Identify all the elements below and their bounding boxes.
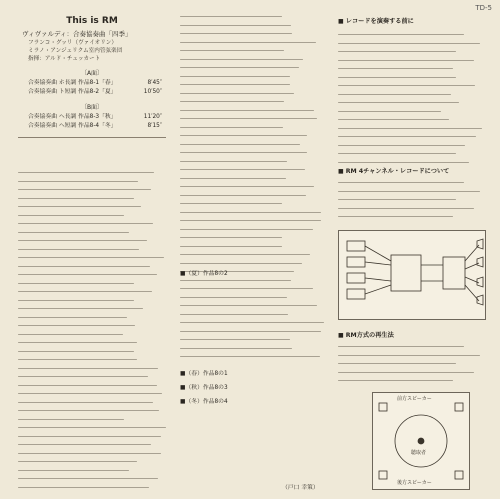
text-line xyxy=(338,43,480,44)
input-block-1 xyxy=(347,241,365,251)
divider xyxy=(18,137,166,138)
right-body-text-2 xyxy=(338,180,483,222)
text-line xyxy=(338,136,476,137)
text-line xyxy=(338,119,449,120)
text-line xyxy=(18,223,153,224)
text-line xyxy=(338,102,459,103)
text-line xyxy=(18,283,134,284)
text-line xyxy=(18,461,137,462)
text-line xyxy=(180,314,288,315)
text-line xyxy=(180,254,310,255)
program-box xyxy=(18,16,166,142)
track-row xyxy=(28,113,162,122)
text-line xyxy=(18,325,135,326)
text-line xyxy=(180,339,290,340)
channel-lines xyxy=(421,265,443,281)
text-line xyxy=(180,67,299,68)
text-line xyxy=(180,229,313,230)
text-line xyxy=(18,300,134,301)
track-row xyxy=(28,122,162,131)
text-line xyxy=(338,153,456,154)
text-line xyxy=(338,380,453,381)
input-block-4 xyxy=(347,289,365,299)
text-line xyxy=(180,101,284,102)
rear-right-speaker-icon xyxy=(455,471,463,479)
track-time: 10′50″ xyxy=(143,89,162,95)
text-line xyxy=(18,249,139,250)
text-line xyxy=(338,346,464,347)
text-line xyxy=(338,85,475,86)
text-line xyxy=(180,84,290,85)
text-line xyxy=(18,342,137,343)
text-line xyxy=(18,232,129,233)
text-line xyxy=(180,186,314,187)
text-line xyxy=(180,280,291,281)
text-line xyxy=(18,257,164,258)
text-line xyxy=(18,376,148,377)
input-block-3 xyxy=(347,273,365,283)
track-time: 11′20″ xyxy=(143,114,162,120)
track-row xyxy=(28,88,162,97)
text-line xyxy=(180,33,292,34)
front-speaker-label: 前方スピーカー xyxy=(397,396,432,402)
text-line xyxy=(338,128,482,129)
section-head-before-playing: ■ レコードを演奏する前に xyxy=(338,16,414,25)
text-line xyxy=(180,59,303,60)
text-line xyxy=(338,355,480,356)
track-time: 8′45″ xyxy=(147,80,162,86)
right-body-text-1 xyxy=(338,32,483,172)
section-spring: ■（春）作品8の1 xyxy=(180,371,228,377)
text-line xyxy=(18,291,152,292)
section-head-rm-4ch: ■ RM 4チャンネル・レコードについて xyxy=(338,166,449,175)
input-block-2 xyxy=(347,257,365,267)
text-line xyxy=(338,51,456,52)
front-left-speaker-icon xyxy=(379,403,387,411)
text-line xyxy=(18,444,151,445)
speaker-icon xyxy=(477,277,483,287)
track-time: 8′15″ xyxy=(147,123,162,129)
text-line xyxy=(18,317,127,318)
text-line xyxy=(338,363,456,364)
text-line xyxy=(18,368,158,369)
text-line xyxy=(180,25,291,26)
text-line xyxy=(180,127,283,128)
text-line xyxy=(18,385,157,386)
work-title: ヴィヴァルディ：合奏協奏曲「四季」 xyxy=(22,30,132,38)
performer-3: 指揮：アルド・チェッカート xyxy=(28,56,101,62)
text-line xyxy=(180,144,300,145)
section-autumn: ■（秋）作品8の3 xyxy=(180,385,228,391)
text-line xyxy=(18,487,149,488)
text-line xyxy=(18,266,150,267)
output-lines xyxy=(465,245,479,301)
front-right-speaker-icon xyxy=(455,403,463,411)
text-line xyxy=(18,189,151,190)
speaker-icon xyxy=(477,257,483,267)
text-line xyxy=(180,161,287,162)
track-row xyxy=(28,79,162,88)
left-body-text xyxy=(18,170,166,490)
text-line xyxy=(338,34,464,35)
text-line xyxy=(180,16,282,17)
performer-2: ミラノ・アンジェリクム室内管弦楽団 xyxy=(28,48,123,54)
text-line xyxy=(338,94,451,95)
text-line xyxy=(338,372,474,373)
text-line xyxy=(338,162,469,163)
side-b-label: 〔B面〕 xyxy=(80,104,104,111)
text-line xyxy=(338,111,441,112)
text-line xyxy=(18,359,137,360)
text-line xyxy=(180,220,321,221)
section-summer: ■（夏）作品8の2 xyxy=(180,271,228,277)
text-line xyxy=(18,410,159,411)
text-line xyxy=(18,206,141,207)
text-line xyxy=(180,237,282,238)
author-credit: （戸口 幸策） xyxy=(282,485,319,491)
text-line xyxy=(338,68,453,69)
track-title: 合奏協奏曲 ホ長調 作品8-1「春」 xyxy=(28,80,117,86)
text-line xyxy=(18,172,154,173)
text-line xyxy=(18,308,143,309)
text-line xyxy=(338,216,453,217)
text-line xyxy=(180,152,307,153)
speaker-placement-diagram xyxy=(372,392,470,490)
text-line xyxy=(18,453,161,454)
rear-speaker-label: 後方スピーカー xyxy=(397,480,432,486)
text-line xyxy=(338,191,480,192)
text-line xyxy=(180,356,320,357)
text-line xyxy=(18,240,147,241)
program-heading: This is RM xyxy=(66,16,118,26)
text-line xyxy=(180,118,317,119)
track-title: 合奏協奏曲 ヘ短調 作品8-4「冬」 xyxy=(28,123,117,129)
text-line xyxy=(180,178,286,179)
text-line xyxy=(338,60,474,61)
encoder-block xyxy=(391,255,421,291)
text-line xyxy=(18,478,158,479)
text-line xyxy=(180,110,314,111)
text-line xyxy=(338,208,474,209)
text-line xyxy=(180,203,282,204)
text-line xyxy=(180,50,284,51)
text-line xyxy=(18,351,134,352)
track-title: 合奏協奏曲 ト短調 作品8-2「夏」 xyxy=(28,89,117,95)
right-body-text-3 xyxy=(338,344,483,384)
performer-1: フランコ・グッリ（ヴァイオリン） xyxy=(28,40,117,46)
text-line xyxy=(180,42,316,43)
track-title: 合奏協奏曲 ヘ長調 作品8-3「秋」 xyxy=(28,114,117,120)
text-line xyxy=(18,274,157,275)
rear-left-speaker-icon xyxy=(379,471,387,479)
text-line xyxy=(18,470,129,471)
listener-label: 聴取者 xyxy=(411,450,427,456)
text-line xyxy=(18,334,123,335)
text-line xyxy=(180,331,321,332)
text-line xyxy=(180,76,290,77)
text-line xyxy=(18,419,124,420)
text-line xyxy=(18,181,138,182)
text-line xyxy=(180,305,317,306)
text-line xyxy=(18,198,134,199)
text-line xyxy=(180,322,324,323)
side-a-label: 〔A面〕 xyxy=(80,70,104,77)
text-line xyxy=(180,195,306,196)
text-line xyxy=(180,348,292,349)
text-line xyxy=(180,297,287,298)
rm-encoding-svg xyxy=(339,231,485,319)
text-line xyxy=(338,145,465,146)
decoder-block xyxy=(443,257,465,289)
text-line xyxy=(18,436,161,437)
section-head-rm-playback: ■ RM方式の再生法 xyxy=(338,330,394,339)
text-line xyxy=(180,263,302,264)
speaker-icon xyxy=(477,239,483,249)
text-line xyxy=(180,246,282,247)
listener-icon xyxy=(418,438,424,444)
text-line xyxy=(338,182,464,183)
text-line xyxy=(18,402,153,403)
catalog-number: TD-5 xyxy=(475,4,492,12)
middle-body-text-top xyxy=(180,14,325,364)
text-line xyxy=(180,288,313,289)
text-line xyxy=(18,427,166,428)
text-line xyxy=(180,212,321,213)
text-line xyxy=(338,199,456,200)
placement-svg xyxy=(373,393,469,489)
text-line xyxy=(180,135,307,136)
text-line xyxy=(338,77,456,78)
text-line xyxy=(180,169,305,170)
matrix-lines xyxy=(365,246,391,294)
text-line xyxy=(18,215,124,216)
section-winter: ■（冬）作品8の4 xyxy=(180,399,228,405)
rm-encoding-diagram xyxy=(338,230,486,320)
text-line xyxy=(18,393,162,394)
text-line xyxy=(180,93,294,94)
